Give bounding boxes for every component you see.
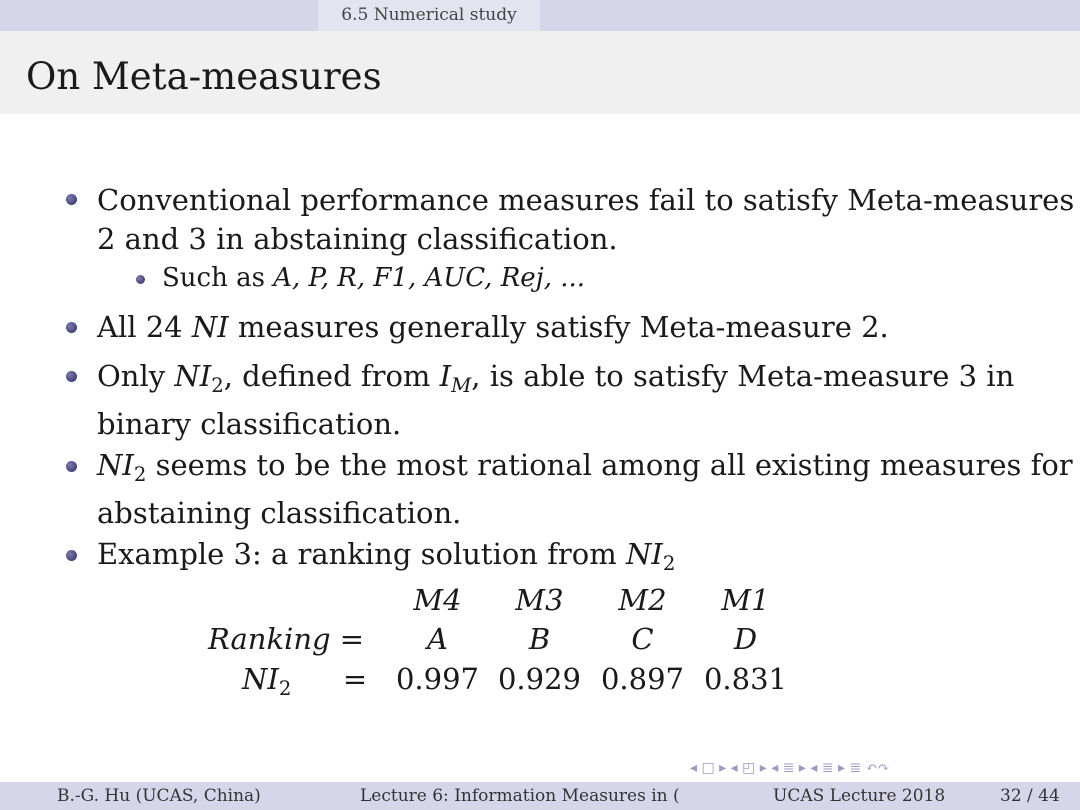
- bullet-text-4: $NI_2$ seems to be the most rational among all existing measures for abstaining classification.: [97, 448, 1073, 530]
- frame-title-bar: [0, 31, 1080, 114]
- frame-title: On Meta-measures: [26, 55, 382, 98]
- footer-page-number: 32 / 44: [1000, 786, 1060, 806]
- header-bar: [0, 0, 1080, 31]
- class-cell: A: [427, 622, 448, 656]
- model-header: M4: [413, 583, 462, 617]
- model-header: M1: [721, 583, 770, 617]
- value-cell: 0.997: [395, 662, 480, 696]
- value-cell: 0.897: [600, 662, 685, 696]
- bullet-text-3: Only $NI_2$, defined from $I_M$, is able to satisfy Meta-measure 3 in binary classification.: [97, 359, 1015, 441]
- footer-bar: [0, 782, 1080, 810]
- model-header: M3: [515, 583, 564, 617]
- equals-sign: =: [342, 662, 368, 696]
- bullet-text-1: Conventional performance measures fail to satisfy Meta-measures 2 and 3 in abstaining classification.: [97, 183, 1075, 256]
- value-cell: 0.929: [497, 662, 582, 696]
- bullet-icon: [66, 550, 77, 561]
- class-cell: D: [733, 622, 758, 656]
- class-cell: C: [631, 622, 654, 656]
- bullet-icon: [66, 371, 77, 382]
- bullet-icon: [66, 322, 77, 333]
- value-cell: 0.831: [703, 662, 788, 696]
- class-cell: B: [528, 622, 551, 656]
- footer-event: UCAS Lecture 2018: [773, 786, 946, 806]
- bullet-text-2: All 24 NI measures generally satisfy Meta-measure 2.: [97, 310, 889, 344]
- section-title[interactable]: 6.5 Numerical study: [318, 0, 540, 31]
- ranking-label: Ranking =: [208, 622, 365, 656]
- sub-bullet-text: Such as A, P, R, F1, AUC, Rej, ...: [162, 263, 586, 293]
- ni2-label: $NI_2$: [242, 662, 292, 700]
- bullet-icon: [66, 461, 77, 472]
- bullet-text-5: Example 3: a ranking solution from $NI_2$: [97, 537, 676, 575]
- sub-bullet-icon: [136, 275, 145, 284]
- model-header: M2: [618, 583, 667, 617]
- bullet-icon: [66, 194, 77, 205]
- footer-author: B.-G. Hu (UCAS, China): [57, 786, 261, 806]
- beamer-navigation-icons[interactable]: ◂ □ ▸ ◂ ◰ ▸ ◂ ≣ ▸ ◂ ≣ ▸ ≣ ↶↷: [690, 760, 890, 776]
- footer-lecture: Lecture 6: Information Measures in (: [360, 786, 680, 806]
